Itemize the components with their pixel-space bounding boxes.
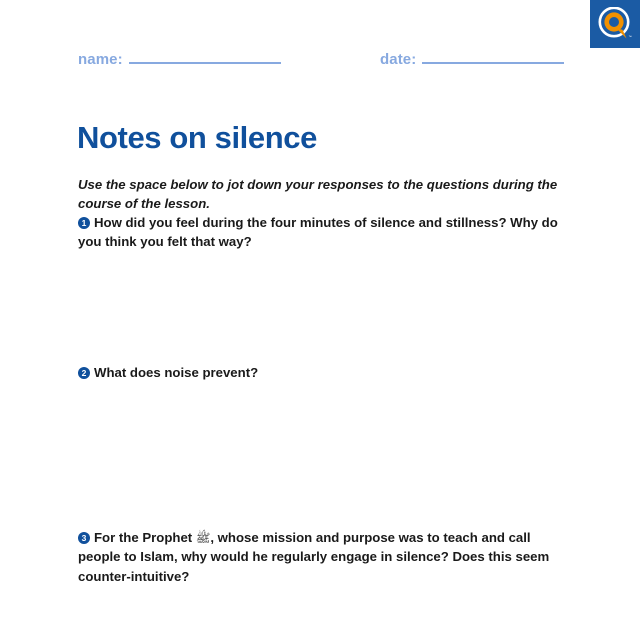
date-input-rule[interactable] bbox=[422, 50, 564, 64]
question-2 bbox=[78, 363, 574, 382]
student-meta-row bbox=[78, 50, 570, 72]
name-input-rule[interactable] bbox=[129, 50, 281, 64]
date-field[interactable] bbox=[380, 50, 564, 68]
question-2-text: What does noise prevent? bbox=[94, 365, 259, 380]
quilliam-q-logo-icon bbox=[597, 7, 633, 41]
name-label: name: bbox=[78, 51, 123, 68]
page-title: Notes on silence bbox=[77, 119, 317, 155]
brand-logo bbox=[590, 0, 640, 48]
svg-text:™: ™ bbox=[628, 35, 632, 39]
question-number-badge: 2 bbox=[78, 367, 90, 379]
question-1 bbox=[78, 213, 574, 251]
answer-space-2[interactable] bbox=[78, 385, 574, 523]
question-3-text-after: , whose mission and purpose was to teach and call people to Islam, why would he regularly engage in silence? Does this seem counter-intuitive? bbox=[78, 530, 550, 584]
answer-space-3[interactable] bbox=[78, 570, 574, 632]
name-field[interactable] bbox=[78, 50, 281, 68]
question-3-text-before: For the Prophet bbox=[94, 530, 196, 545]
question-number-badge: 3 bbox=[78, 532, 90, 544]
answer-space-1[interactable] bbox=[78, 250, 574, 358]
question-1-text: How did you feel during the four minutes of silence and stillness? Why do you think you felt that way? bbox=[78, 215, 558, 250]
date-label: date: bbox=[380, 51, 417, 68]
instruction-text: Use the space below to jot down your responses to the questions during the course of the lesson. bbox=[78, 177, 558, 211]
prophet-honorific-glyph: ﷺ bbox=[195, 531, 211, 545]
question-number-badge: 1 bbox=[78, 217, 90, 229]
